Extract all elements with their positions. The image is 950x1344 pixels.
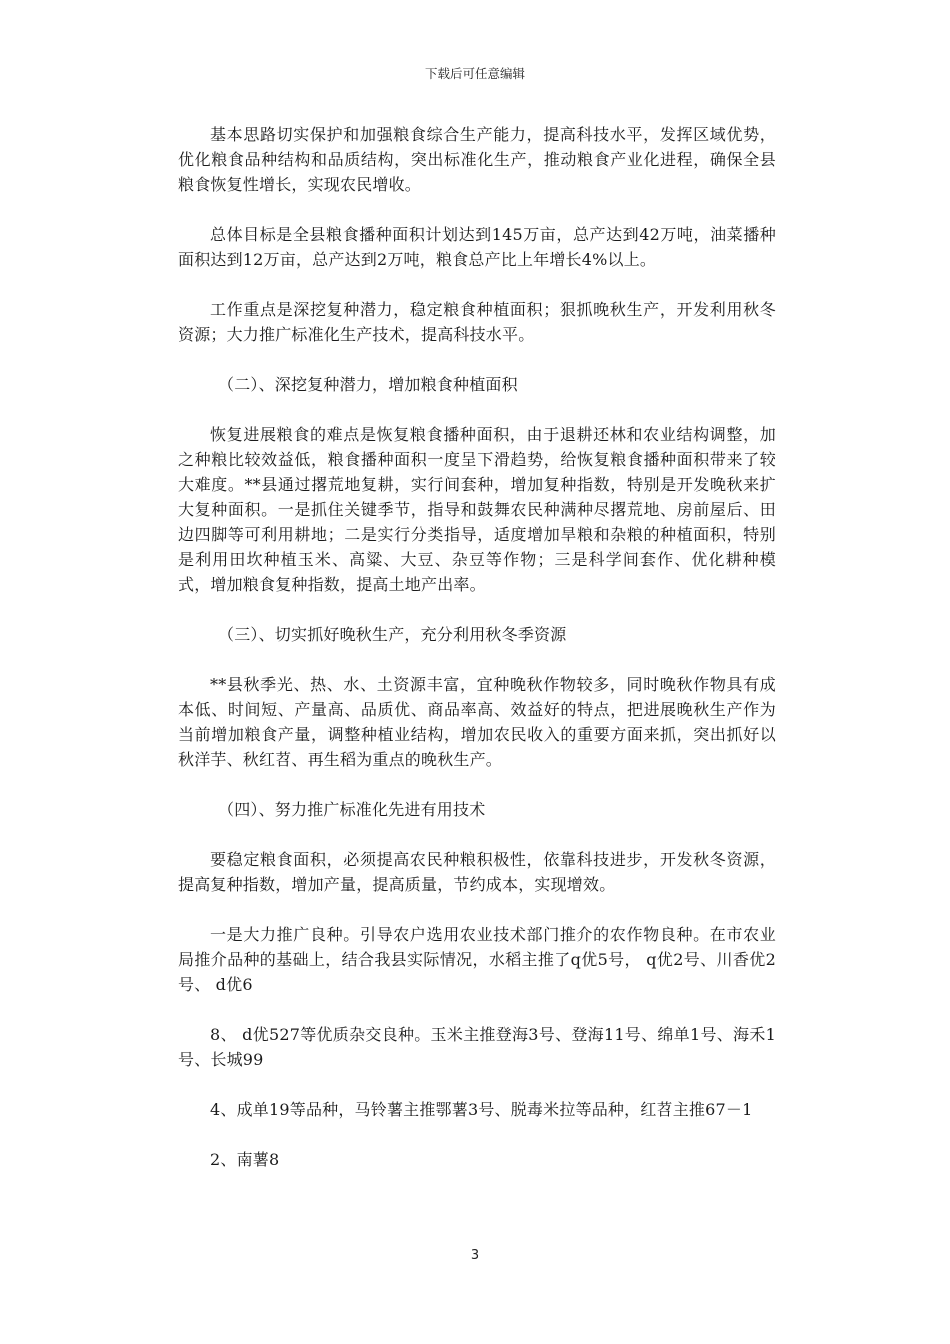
paragraph-overall-goal: 总体目标是全县粮食播种面积计划达到145万亩，总产达到42万吨，油菜播种面积达到12万亩，总产达到2万吨，粮食总产比上年增长4%以上。 <box>178 225 776 269</box>
document-body <box>178 122 776 1197</box>
section-heading-2: （二）、深挖复种潜力，增加粮食种植面积 <box>218 375 518 394</box>
paragraph-stabilize-area: 要稳定粮食面积，必须提高农民种粮积极性，依靠科技进步，开发秋冬资源，提高复种指数，增加产量，提高质量，节约成本，实现增效。 <box>178 850 776 894</box>
page-number: 3 <box>470 1248 480 1263</box>
page-header: 下载后可任意编辑 <box>424 66 525 81</box>
section-heading-4: （四）、努力推广标准化先进有用技术 <box>218 800 486 819</box>
paragraph-planting-area: 恢复进展粮食的难点是恢复粮食播种面积，由于退耕还林和农业结构调整，加之种粮比较效益低，粮食播种面积一度呈下滑趋势，给恢复粮食播种面积带来了较大难度。**县通过撂荒地复耕，实行间套种，增加复种指数，特别是开发晚秋来扩大复种面积。一是抓住关键季节，指导和鼓舞农民种满种尽撂荒地、房前屋后、田边四脚等可利用耕地；二是实行分类指导，适度增加旱粮和杂粮的种植面积，特别是利用田坎种植玉米、高粱、大豆、杂豆等作物；三是科学间套作、优化耕种模式，增加粮食复种指数，提高土地产出率。 <box>178 425 776 594</box>
paragraph-work-focus: 工作重点是深挖复种潜力，稳定粮食种植面积；狠抓晚秋生产，开发利用秋冬资源；大力推广标准化生产技术，提高科技水平。 <box>178 300 776 344</box>
paragraph-basic-approach: 基本思路切实保护和加强粮食综合生产能力，提高科技水平，发挥区域优势，优化粮食品种结构和品质结构，突出标准化生产，推动粮食产业化进程，确保全县粮食恢复性增长，实现农民增收。 <box>178 125 776 194</box>
paragraph-seed-varieties: 一是大力推广良种。引导农户选用农业技术部门推介的农作物良种。在市农业局推介品种的基础上，结合我县实际情况，水稻主推了q优5号， q优2号、川香优2号、 d优6 <box>178 925 776 994</box>
section-heading-3: （三）、切实抓好晚秋生产，充分利用秋冬季资源 <box>218 625 567 644</box>
paragraph-corn-varieties: 8、 d优527等优质杂交良种。玉米主推登海3号、登海11号、绵单1号、海禾1号、长城99 <box>178 1025 776 1069</box>
paragraph-late-autumn: **县秋季光、热、水、土资源丰富，宜种晚秋作物较多，同时晚秋作物具有成本低、时间短、产量高、品质优、商品率高、效益好的特点，把进展晚秋生产作为当前增加粮食产量，调整种植业结构，增加农民收入的重要方面来抓，突出抓好以秋洋芋、秋红苕、再生稻为重点的晚秋生产。 <box>178 675 776 769</box>
paragraph-potato-varieties: 4、成单19等品种，马铃薯主推鄂薯3号、脱毒米拉等品种，红苕主推67－1 <box>210 1100 753 1119</box>
paragraph-sweet-potato: 2、南薯8 <box>210 1150 280 1169</box>
